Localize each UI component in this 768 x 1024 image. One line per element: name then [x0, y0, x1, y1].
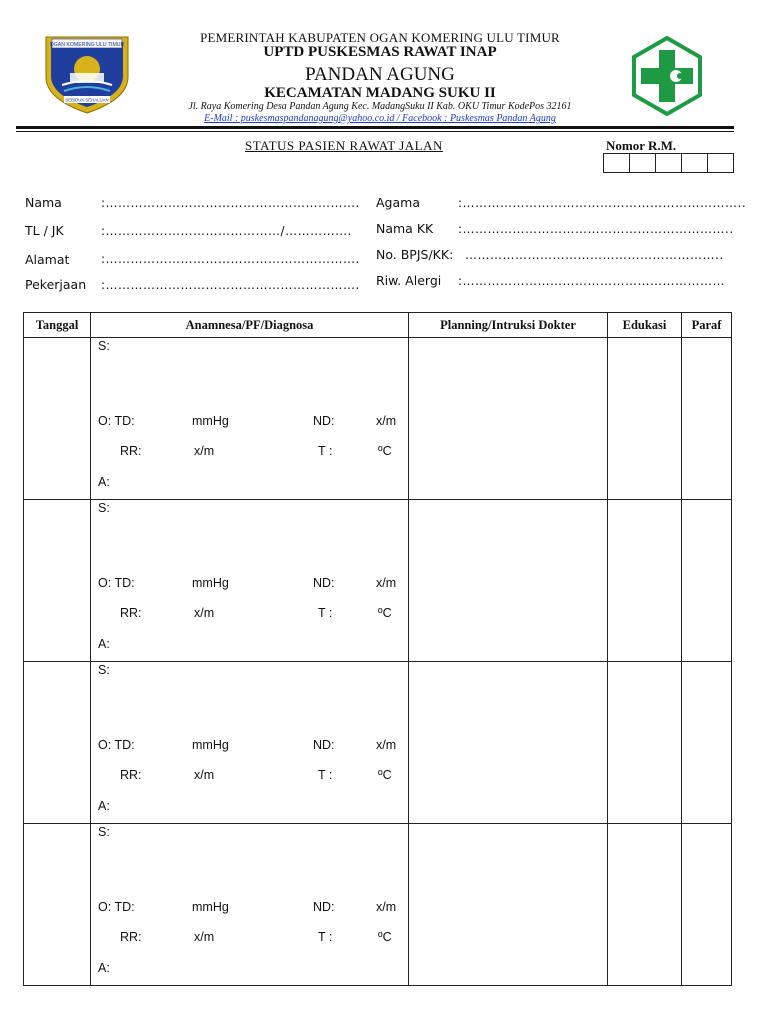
label-xm-nd: x/m — [376, 414, 397, 428]
letterhead-name: PANDAN AGUNG — [305, 64, 455, 85]
cell-edukasi[interactable] — [608, 338, 682, 500]
field-label-agama: Agama — [376, 195, 420, 210]
field-line-pekerjaan[interactable]: :……………………………………………………. — [101, 278, 360, 292]
cell-tanggal[interactable] — [24, 500, 91, 662]
cell-anamnesa[interactable] — [91, 662, 409, 824]
field-line-nama[interactable]: :……………………………………………………. — [101, 196, 360, 210]
letterhead-divider — [16, 126, 734, 129]
label-celsius: ºC — [378, 444, 392, 458]
regency-emblem-logo — [42, 33, 132, 115]
label-nd: ND: — [313, 414, 335, 428]
rm-digit-box[interactable] — [630, 154, 656, 172]
label-mmhg: mmHg — [192, 900, 229, 914]
field-label-nama-kk: Nama KK — [376, 221, 434, 236]
cell-planning[interactable] — [409, 662, 608, 824]
cell-edukasi[interactable] — [608, 500, 682, 662]
label-xm-rr: x/m — [194, 606, 215, 620]
rm-digit-box[interactable] — [708, 154, 733, 172]
label-nd: ND: — [313, 576, 335, 590]
document-title: STATUS PASIEN RAWAT JALAN — [245, 138, 443, 153]
label-xm-rr: x/m — [194, 768, 215, 782]
label-celsius: ºC — [378, 930, 392, 944]
label-t: T : — [318, 768, 333, 782]
col-header-anamnesa: Anamnesa/PF/Diagnosa — [91, 313, 409, 338]
col-header-planning: Planning/Intruksi Dokter — [409, 313, 608, 338]
emblem-motto: SEBIDUK SEHALUAN — [65, 97, 109, 103]
letterhead-address: Jl. Raya Komering Desa Pandan Agung Kec. MadangSuku II Kab. OKU Timur KodePos 32161 — [188, 101, 572, 112]
cell-paraf[interactable] — [682, 824, 732, 986]
label-celsius: ºC — [378, 606, 392, 620]
label-a: A: — [98, 475, 110, 489]
cell-anamnesa[interactable] — [91, 338, 409, 500]
label-s: S: — [98, 339, 110, 353]
label-t: T : — [318, 606, 333, 620]
label-xm-nd: x/m — [376, 900, 397, 914]
cell-planning[interactable] — [409, 824, 608, 986]
label-o-td: O: TD: — [98, 576, 135, 590]
label-mmhg: mmHg — [192, 738, 229, 752]
field-line-bpjs[interactable]: …………………………………………………….. — [465, 248, 724, 262]
letterhead-government: PEMERINTAH KABUPATEN OGAN KOMERING ULU TIMUR — [200, 30, 560, 45]
field-label-alergi: Riw. Alergi — [376, 273, 442, 288]
cell-planning[interactable] — [409, 500, 608, 662]
label-nd: ND: — [313, 738, 335, 752]
cell-anamnesa[interactable] — [91, 824, 409, 986]
col-header-tanggal: Tanggal — [24, 313, 91, 338]
label-o-td: O: TD: — [98, 414, 135, 428]
rm-digit-box[interactable] — [682, 154, 708, 172]
label-mmhg: mmHg — [192, 414, 229, 428]
table-row — [24, 500, 732, 662]
label-a: A: — [98, 637, 110, 651]
label-xm-rr: x/m — [194, 930, 215, 944]
field-label-pekerjaan: Pekerjaan — [25, 277, 87, 292]
visit-record-table — [23, 312, 732, 986]
cell-anamnesa[interactable] — [91, 500, 409, 662]
label-nd: ND: — [313, 900, 335, 914]
field-label-tl-jk: TL / JK — [25, 223, 64, 238]
cell-tanggal[interactable] — [24, 338, 91, 500]
field-label-bpjs: No. BPJS/KK: — [376, 247, 454, 262]
label-t: T : — [318, 930, 333, 944]
puskesmas-logo — [627, 36, 707, 116]
table-row — [24, 662, 732, 824]
table-row — [24, 824, 732, 986]
letterhead-divider-thin — [16, 131, 734, 132]
label-o-td: O: TD: — [98, 738, 135, 752]
cell-edukasi[interactable] — [608, 662, 682, 824]
label-rr: RR: — [120, 930, 142, 944]
label-a: A: — [98, 799, 110, 813]
rm-digit-box[interactable] — [604, 154, 630, 172]
label-xm-nd: x/m — [376, 738, 397, 752]
cell-paraf[interactable] — [682, 338, 732, 500]
label-rr: RR: — [120, 768, 142, 782]
cell-tanggal[interactable] — [24, 662, 91, 824]
field-line-alergi[interactable]: :……………………………………………………… — [458, 274, 726, 288]
col-header-edukasi: Edukasi — [608, 313, 682, 338]
table-header-row — [24, 313, 732, 338]
cell-paraf[interactable] — [682, 662, 732, 824]
label-mmhg: mmHg — [192, 576, 229, 590]
emblem-text: OGAN KOMERING ULU TIMUR — [49, 42, 125, 48]
label-t: T : — [318, 444, 333, 458]
label-s: S: — [98, 825, 110, 839]
rm-number-boxes[interactable] — [603, 153, 734, 173]
letterhead-district: KECAMATAN MADANG SUKU II — [264, 85, 496, 101]
label-rr: RR: — [120, 606, 142, 620]
rm-number-label: Nomor R.M. — [606, 138, 677, 153]
label-a: A: — [98, 961, 110, 975]
col-header-paraf: Paraf — [682, 313, 732, 338]
field-label-nama: Nama — [25, 195, 62, 210]
cell-edukasi[interactable] — [608, 824, 682, 986]
letterhead-uptd: UPTD PUSKESMAS RAWAT INAP — [263, 44, 497, 60]
label-celsius: ºC — [378, 768, 392, 782]
label-s: S: — [98, 501, 110, 515]
label-xm-nd: x/m — [376, 576, 397, 590]
label-s: S: — [98, 663, 110, 677]
cell-paraf[interactable] — [682, 500, 732, 662]
letterhead-contact-link[interactable]: E-Mail : puskesmaspandanagung@yahoo.co.id / Facebook : Puskesmas Pandan Agung — [204, 113, 556, 124]
rm-digit-box[interactable] — [656, 154, 682, 172]
label-o-td: O: TD: — [98, 900, 135, 914]
field-line-alamat[interactable]: :……………………………………………………. — [101, 252, 360, 266]
label-xm-rr: x/m — [194, 444, 215, 458]
field-label-alamat: Alamat — [25, 252, 70, 267]
table-row — [24, 338, 732, 500]
cell-planning[interactable] — [409, 338, 608, 500]
field-line-nama-kk[interactable]: :……………………………………………………….. — [458, 222, 734, 236]
field-line-tl-jk[interactable]: :……………………………………/……………. — [101, 224, 352, 238]
cell-tanggal[interactable] — [24, 824, 91, 986]
label-rr: RR: — [120, 444, 142, 458]
field-line-agama[interactable]: :………………………………………………………….. — [458, 196, 747, 210]
